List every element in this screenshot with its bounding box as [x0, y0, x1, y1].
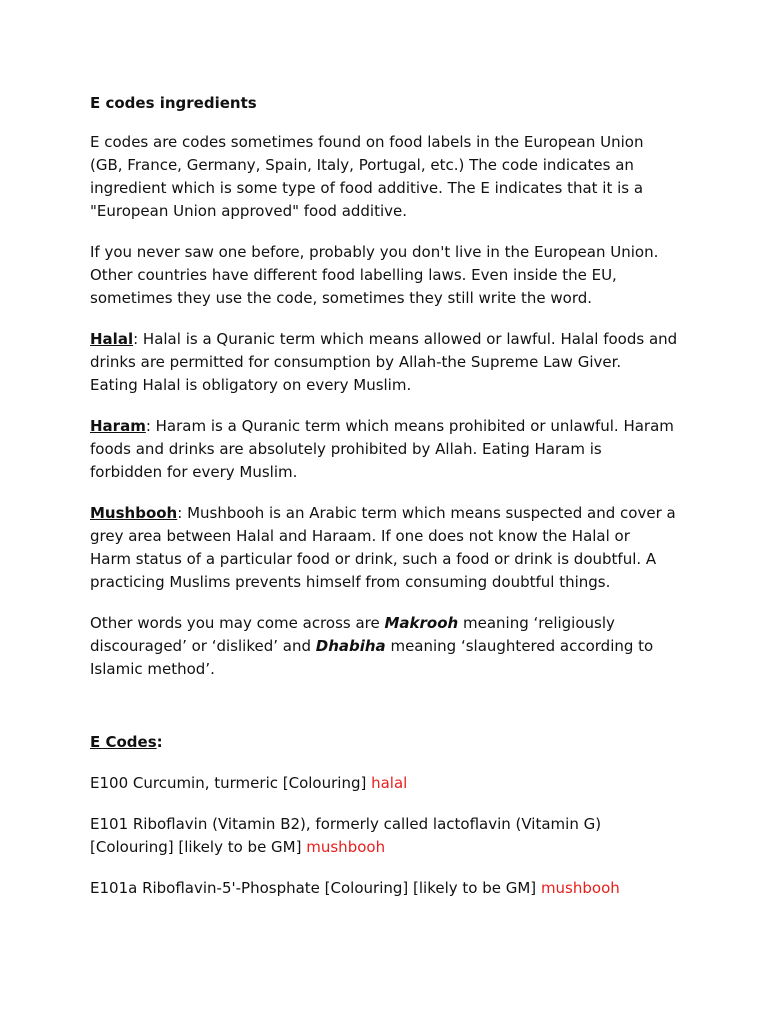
ecode-text: E101a Riboflavin-5'-Phosphate [Colouring] [likely to be GM]: [90, 879, 541, 897]
ecodes-heading-colon: :: [156, 733, 163, 751]
ecode-line: [90, 877, 708, 900]
eu-note-line: sometimes they use the code, sometimes they still write the word.: [90, 289, 593, 307]
ecode-text: [Colouring] [likely to be GM]: [90, 838, 307, 856]
haram-definition: [90, 415, 708, 484]
ecodes-heading-text: E Codes: [90, 733, 157, 751]
eu-note-line: Other countries have different food labelling laws. Even inside the EU,: [90, 266, 617, 284]
ecodes-heading: [90, 731, 708, 754]
ecode-entry-e100: [90, 772, 708, 795]
halal-term: Halal: [90, 330, 134, 348]
ecode-entry-e101: [90, 813, 708, 859]
ecode-status-mushbooh: mushbooh: [540, 879, 620, 897]
intro-line: E codes are codes sometimes found on food labels in the European Union: [90, 133, 644, 151]
ecode-entry-e101a: [90, 877, 708, 900]
halal-text: Halal is a Quranic term which means allowed or lawful. Halal foods and: [142, 330, 678, 348]
haram-line: foods and drinks are absolutely prohibited by Allah. Eating Haram is: [90, 440, 602, 458]
mushbooh-line: practicing Muslims prevents himself from consuming doubtful things.: [90, 573, 611, 591]
intro-line: "European Union approved" food additive.: [90, 202, 408, 220]
halal-line: Eating Halal is obligatory on every Muslim.: [90, 376, 412, 394]
halal-definition: [90, 328, 708, 397]
ecode-line: E101 Riboflavin (Vitamin B2), formerly called lactoflavin (Vitamin G): [90, 815, 602, 833]
ecode-status-mushbooh: mushbooh: [306, 838, 386, 856]
haram-separator: :: [145, 417, 156, 435]
ecode-line: [90, 836, 708, 859]
document-title: E codes ingredients: [90, 94, 257, 112]
other-words-line: [90, 612, 708, 635]
other-words-line: [90, 635, 708, 658]
mushbooh-line: grey area between Halal and Haraam. If one does not know the Halal or: [90, 527, 630, 545]
halal-line: [90, 328, 708, 351]
intro-line: ingredient which is some type of food additive. The E indicates that it is a: [90, 179, 644, 197]
other-words-text: meaning ‘slaughtered according to: [385, 637, 654, 655]
other-words-text: discouraged’ or ‘disliked’ and: [90, 637, 316, 655]
dhabiha-term: Dhabiha: [315, 637, 386, 655]
haram-line: [90, 415, 708, 438]
mushbooh-separator: :: [177, 504, 188, 522]
other-words-text: meaning ‘religiously: [458, 614, 615, 632]
mushbooh-term: Mushbooh: [90, 504, 178, 522]
haram-term: Haram: [90, 417, 146, 435]
mushbooh-text: Mushbooh is an Arabic term which means suspected and cover a: [187, 504, 676, 522]
eu-note-line: If you never saw one before, probably you don't live in the European Union.: [90, 243, 659, 261]
mushbooh-line: Harm status of a particular food or drink, such a food or drink is doubtful. A: [90, 550, 657, 568]
mushbooh-definition: [90, 502, 708, 594]
eu-note-paragraph: [90, 241, 708, 310]
halal-separator: :: [133, 330, 143, 348]
other-words-paragraph: [90, 612, 708, 681]
mushbooh-line: [90, 502, 708, 525]
haram-line: forbidden for every Muslim.: [90, 463, 298, 481]
halal-line: drinks are permitted for consumption by Allah-the Supreme Law Giver.: [90, 353, 622, 371]
intro-paragraph: [90, 131, 708, 223]
spacer: [90, 699, 708, 731]
intro-line: (GB, France, Germany, Spain, Italy, Portugal, etc.) The code indicates an: [90, 156, 634, 174]
haram-text: Haram is a Quranic term which means prohibited or unlawful. Haram: [155, 417, 674, 435]
ecode-status-halal: halal: [371, 774, 408, 792]
makrooh-term: Makrooh: [384, 614, 459, 632]
ecode-line: [90, 772, 708, 795]
ecode-text: E100 Curcumin, turmeric [Colouring]: [90, 774, 372, 792]
other-words-text: Other words you may come across are: [90, 614, 385, 632]
other-words-line: Islamic method’.: [90, 660, 215, 678]
